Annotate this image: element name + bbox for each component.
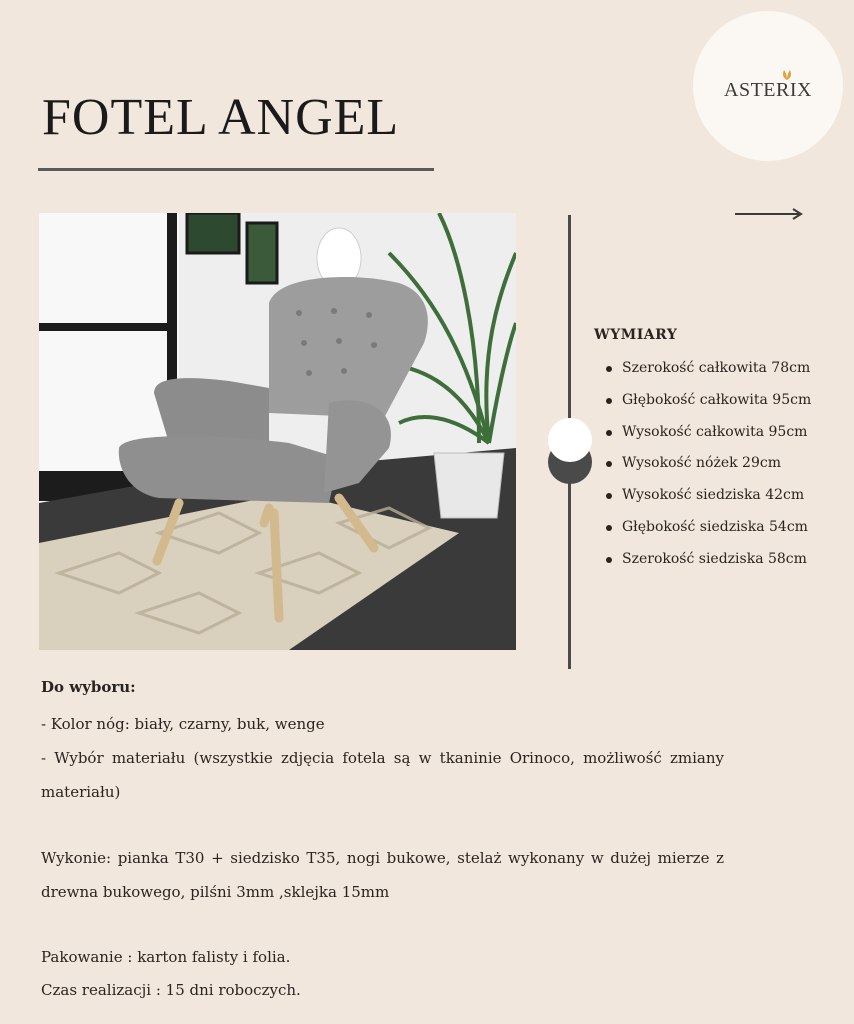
dimensions-heading: WYMIARY — [594, 327, 678, 343]
leg-colors-text: - Kolor nóg: biały, czarny, buk, wenge — [41, 715, 325, 733]
brand-logo — [693, 11, 843, 161]
dimensions-list — [606, 353, 811, 576]
product-title: FOTEL ANGEL — [42, 89, 400, 146]
decor-white-dot — [548, 418, 592, 462]
options-heading: Do wyboru: — [41, 678, 136, 696]
list-item: Wysokość całkowita 95cm — [606, 417, 811, 449]
list-item: Wysokość siedziska 42cm — [606, 480, 811, 512]
list-item: Głębokość całkowita 95cm — [606, 385, 811, 417]
arrow-right-icon — [735, 208, 803, 220]
construction-text: Wykonie: pianka T30 + siedzisko T35, nogi bukowe, stelaż wykonany w dużej mierze z drewna bukowego, pilśni 3mm ,sklejka 15mm — [41, 849, 724, 901]
material-text: - Wybór materiału (wszystkie zdjęcia fotela są w tkaninie Orinoco, możliwość zmiany materiału) — [41, 749, 724, 801]
list-item: Szerokość całkowita 78cm — [606, 353, 811, 385]
lead-time-text: Czas realizacji : 15 dni roboczych. — [41, 981, 301, 999]
list-item: Szerokość siedziska 58cm — [606, 544, 811, 576]
product-photo — [39, 213, 516, 650]
list-item: Głębokość siedziska 54cm — [606, 512, 811, 544]
list-item: Wysokość nóżek 29cm — [606, 448, 811, 480]
brand-name: ASTERIX — [724, 79, 812, 101]
title-underline — [38, 168, 434, 171]
packaging-text: Pakowanie : karton falisty i folia. — [41, 948, 291, 966]
